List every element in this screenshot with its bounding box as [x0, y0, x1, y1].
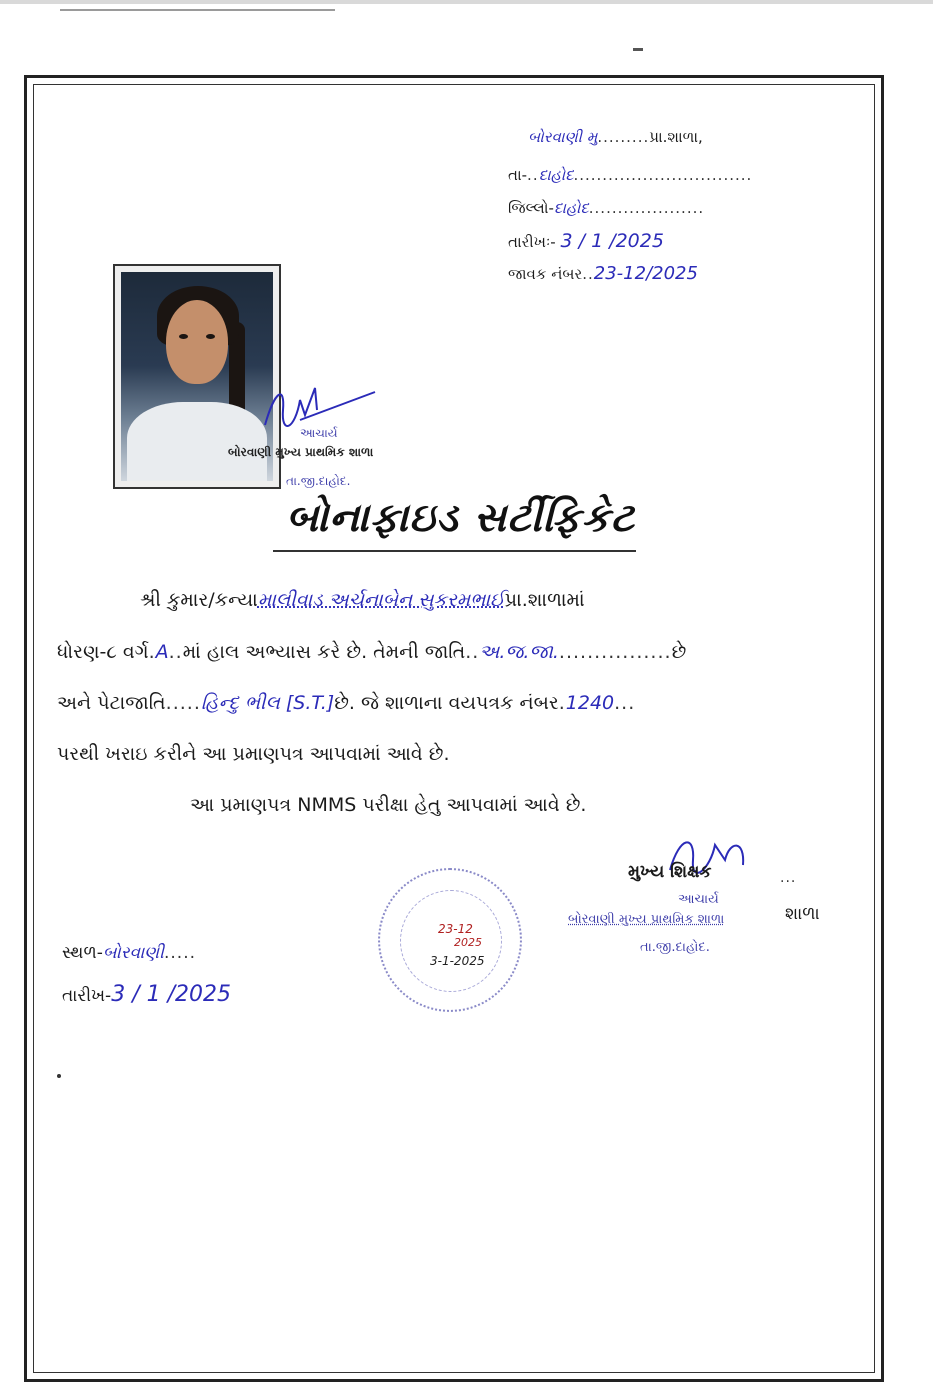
shala-word: શાળા: [785, 904, 820, 924]
taluka-label: તા-: [508, 166, 528, 184]
footer-date-line: [62, 982, 231, 1007]
district-line: જિલ્લો-દાહોદ....................: [508, 199, 705, 217]
subcaste-value: હિન્દુ ભીલ [S.T.]: [200, 692, 335, 714]
register-number: 1240: [565, 692, 615, 714]
body-line-5: આ પ્રમાણપત્ર NMMS પરીક્ષા હેતુ આપવામાં આવે છે.: [190, 794, 587, 816]
school-suffix: પ્રા.શાળા,: [649, 128, 703, 146]
round-stamp-outward: 23-12: [438, 922, 473, 936]
head-teacher-title: મુખ્ય શિક્ષક: [628, 862, 712, 882]
line3-prefix: અને પેટાજાતિ: [57, 692, 166, 714]
line1-prefix: શ્રી કુમાર/કન્યા: [140, 589, 258, 611]
body-line-3: અને પેટાજાતિ.....હિન્દુ ભીલ [S.T.]છે. જે શાળાના વયપત્રક નંબર.1240...: [57, 692, 636, 714]
line2-prefix: ધોરણ-૮ વર્ગ: [57, 641, 149, 663]
district-label: જિલ્લો-: [508, 199, 554, 217]
head-stamp-role: આચાર્ય: [678, 892, 719, 907]
footer-date-label: તારીખ-: [62, 986, 112, 1006]
footer-place-line: સ્થળ-બોરવાણી.....: [62, 943, 197, 963]
district-value: દાહોદ: [553, 199, 589, 217]
line3-mid: છે. જે શાળાના વયપત્રક નંબર: [334, 692, 559, 714]
round-stamp-year: 2025: [454, 936, 482, 949]
scan-mark: [60, 9, 335, 11]
footer-place-label: સ્થળ-: [62, 943, 103, 963]
head-stamp-place: તા.જી.દાહોદ.: [640, 940, 710, 955]
head-stamp-school: બોરવાણી મુખ્ય પ્રાથમિક શાળા: [568, 912, 725, 927]
taluka-line: તા-..દાહોદ...............................: [508, 166, 753, 184]
scan-speck-dot: [57, 1074, 61, 1078]
title-underline: [273, 550, 636, 552]
caste-value: અ.જ.જા.: [479, 641, 559, 663]
date-value: 3 / 1 /2025: [560, 230, 664, 252]
outward-value: 23-12/2025: [593, 263, 698, 284]
footer-date-value: 3 / 1 /2025: [111, 982, 231, 1007]
photo-stamp-school: બોરવાણી મુખ્ય પ્રાથમિક શાળા: [228, 445, 374, 459]
student-name: માલીવાડ અર્ચનાબેન સુકરમભાઈ: [257, 589, 505, 611]
scan-speck: [633, 48, 643, 51]
line1-suffix: પ્રા.શાળામાં: [504, 589, 585, 611]
school-name-line: બોરવાણી મુ.........પ્રા.શાળા,: [528, 128, 703, 146]
school-round-stamp: [378, 868, 522, 1012]
photo-stamp-place: તા.જી.દાહોદ.: [286, 474, 351, 488]
photo-stamp-role: આચાર્ય: [300, 426, 338, 440]
division-value: A: [155, 641, 169, 663]
school-name-value: બોરવાણી મુ: [528, 128, 598, 146]
line2-mid: માં હાલ અભ્યાસ કરે છે. તેમની જાતિ: [182, 641, 466, 663]
body-line-4: પરથી ખરાઇ કરીને આ પ્રમાણપત્ર આપવામાં આવે છે.: [57, 743, 450, 765]
outward-label: જાવક નંબર: [508, 265, 583, 283]
date-line: [508, 230, 664, 252]
head-dots: ...: [780, 870, 797, 886]
certificate-title: બોનાફાઇડ સર્ટીફિકેટ: [286, 495, 635, 541]
taluka-value: દાહોદ: [538, 166, 574, 184]
body-line-2: ધોરણ-૮ વર્ગ.A..માં હાલ અભ્યાસ કરે છે. તેમની જાતિ..અ.જ.જા.................છે: [57, 641, 687, 663]
outward-line: જાવક નંબર..23-12/2025: [508, 263, 698, 284]
line2-suffix: છે: [671, 641, 687, 663]
date-label: તારીખઃ-: [508, 233, 556, 251]
body-line-1: [140, 589, 585, 611]
round-stamp-date: 3-1-2025: [430, 954, 485, 968]
footer-place-value: બોરવાણી: [102, 943, 164, 963]
scan-top-edge: [0, 0, 933, 4]
